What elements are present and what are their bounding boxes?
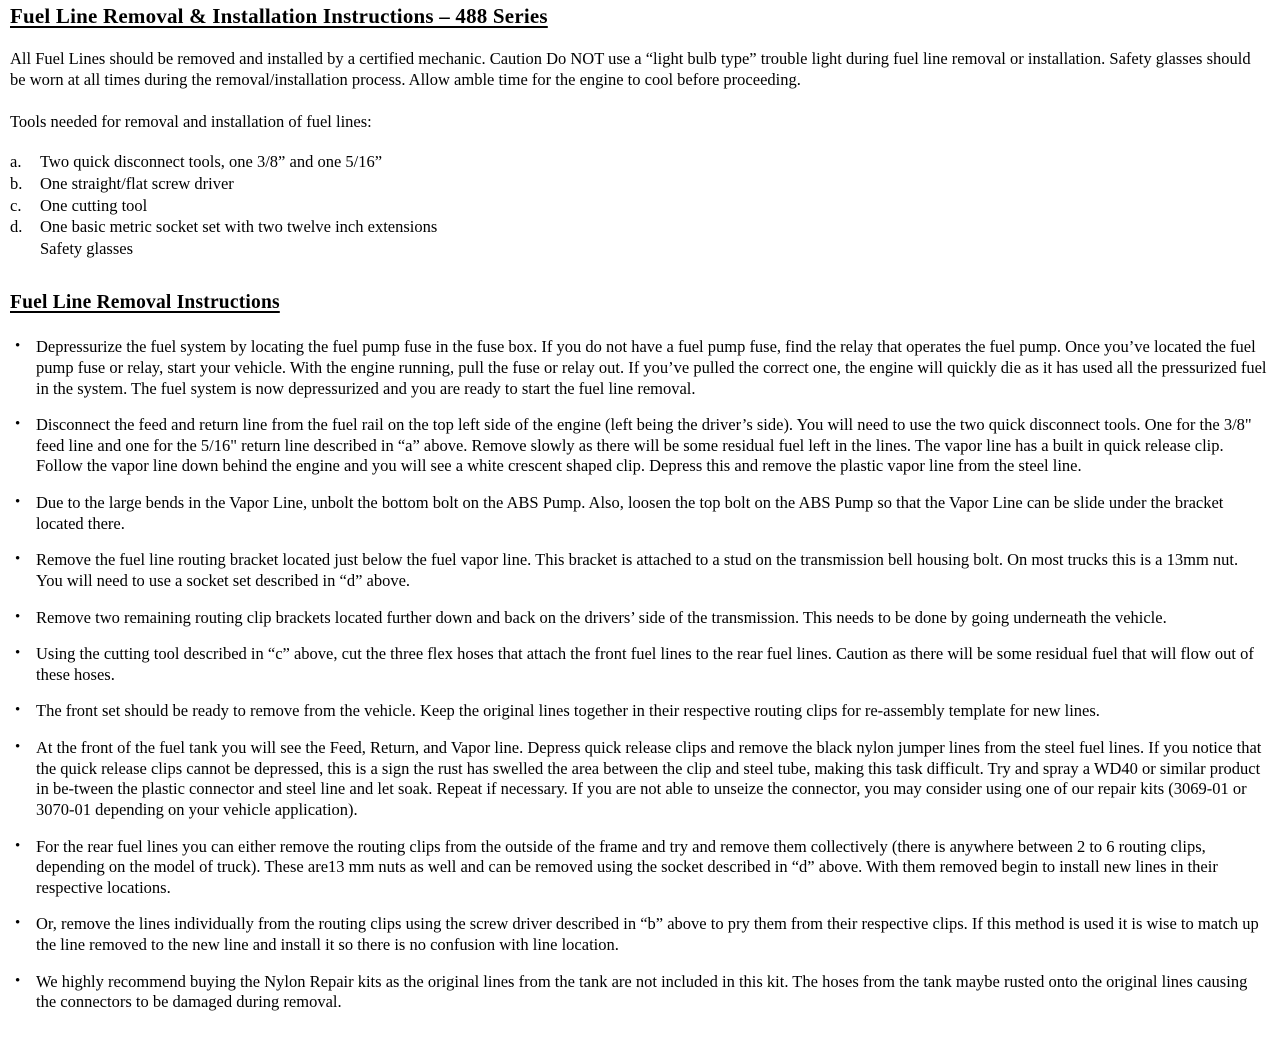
bullet-icon: •: [15, 702, 21, 719]
step-item: [10, 415, 1267, 477]
list-marker: [10, 238, 40, 260]
list-item-text: One straight/flat screw driver: [40, 173, 234, 193]
list-item-text: One basic metric socket set with two twelve inch extensions: [40, 217, 438, 237]
step-text: Remove two remaining routing clip brackets located further down and back on the drivers’ side of the transmission. This needs to be done by going underneath the vehicle.: [36, 607, 1167, 627]
list-marker: d.: [10, 217, 23, 237]
step-text: Depressurize the fuel system by locating the fuel pump fuse in the fuse box. If you do not have a fuel pump fuse, find the relay that operates the fuel pump. Once you’ve located the fuel pump fuse or relay, start your vehicle. With the engine running, pull the fuse or relay out. If you’ve pulled the correct one, the engine will quickly die as it has used all the pressurized fuel in the system. The fuel system is now depressurized and you are ready to start the fuel line removal.: [36, 337, 1267, 398]
list-item: [10, 216, 1267, 238]
list-item: [10, 151, 1267, 173]
step-item: [10, 337, 1267, 399]
list-item-text: Two quick disconnect tools, one 3/8” and one 5/16”: [40, 152, 383, 172]
step-text: Or, remove the lines individually from the routing clips using the screw driver described in “b” above to pry them from their respective clips. If this method is used it is wise to match up the line removed to the new line and install it so there is no confusion with line location.: [36, 914, 1259, 955]
tools-intro-line: Tools needed for removal and installation of fuel lines:: [10, 111, 372, 131]
bullet-icon: •: [15, 551, 21, 568]
step-item: [10, 914, 1267, 955]
step-text: Using the cutting tool described in “c” above, cut the three flex hoses that attach the front fuel lines to the rear fuel lines. Caution as there will be some residual fuel that will flow out of these hoses.: [36, 644, 1254, 684]
section-title: Fuel Line Removal Instructions: [10, 291, 280, 313]
intro-paragraph: All Fuel Lines should be removed and installed by a certified mechanic. Caution Do NOT use a “light bulb type” trouble light during fuel line removal or installation. Safety glasses should be worn at all times during the removal/installation process. Allow amble time for the engine to cool before proceeding.: [10, 49, 1251, 89]
list-item-text: One cutting tool: [40, 195, 148, 215]
step-item: [10, 493, 1267, 534]
step-text: We highly recommend buying the Nylon Repair kits as the original lines from the tank are not included in this kit. The hoses from the tank maybe rusted onto the original lines causing the connectors to be damaged during removal.: [36, 971, 1248, 1012]
bullet-icon: •: [15, 338, 21, 355]
step-text: Disconnect the feed and return line from the fuel rail on the top left side of the engine (left being the driver’s side). You will need to use the two quick disconnect tools. One for the 3/8" feed line and one for the 5/16" return line described in “a” above. Remove slowly as there will be some residual fuel left in the lines. The vapor line has a built in quick release clip. Follow the vapor line down behind the engine and you will see a white crescent shaped clip. Depress this and remove the plastic vapor line from the steel line.: [36, 415, 1252, 476]
bullet-icon: •: [15, 837, 21, 854]
list-item: [10, 238, 1267, 260]
step-item: [10, 608, 1267, 629]
list-item: [10, 195, 1267, 217]
bullet-icon: •: [15, 608, 21, 625]
list-marker: a.: [10, 152, 22, 172]
step-text: Due to the large bends in the Vapor Line, unbolt the bottom bolt on the ABS Pump. Also, loosen the top bolt on the ABS Pump so that the Vapor Line can be slide under the bracket located there.: [36, 493, 1224, 533]
list-marker: b.: [10, 173, 23, 193]
bullet-icon: •: [15, 915, 21, 932]
steps-list: [10, 337, 1267, 1013]
bullet-icon: •: [15, 416, 21, 433]
step-text: For the rear fuel lines you can either remove the routing clips from the outside of the frame and try and remove them collectively (there is anywhere between 2 to 6 routing clips, depending on the model of truck). These are13 mm nuts as well and can be removed using the socket described in “d” above. With them removed begin to install new lines in their respective locations.: [36, 836, 1218, 897]
bullet-icon: •: [15, 645, 21, 662]
step-item: [10, 701, 1267, 722]
list-item: [10, 173, 1267, 195]
step-item: [10, 738, 1267, 821]
step-item: [10, 972, 1267, 1013]
bullet-icon: •: [15, 972, 21, 989]
list-marker: c.: [10, 195, 22, 215]
step-item: [10, 644, 1267, 685]
step-text: At the front of the fuel tank you will see the Feed, Return, and Vapor line. Depress quick release clips and remove the black nylon jumper lines from the steel fuel lines. If you notice that the quick release clips cannot be depressed, this is a sign the rust has swelled the area between the clip and steel tube, making this task difficult. Try and spray a WD40 or similar product in be-tween the plastic connector and steel line and let soak. Repeat if necessary. If you are not able to unseize the connector, you may consider using one of our repair kits (3069-01 or 3070-01 depending on your vehicle application).: [36, 738, 1262, 819]
step-item: [10, 837, 1267, 899]
step-text: The front set should be ready to remove from the vehicle. Keep the original lines together in their respective routing clips for re-assembly template for new lines.: [36, 701, 1100, 721]
step-text: Remove the fuel line routing bracket located just below the fuel vapor line. This bracket is attached to a stud on the transmission bell housing bolt. On most trucks this is a 13mm nut. You will need to use a socket set described in “d” above.: [36, 550, 1239, 590]
list-item-text: Safety glasses: [40, 239, 134, 259]
bullet-icon: •: [15, 494, 21, 511]
step-item: [10, 550, 1267, 591]
tools-list: [10, 151, 1267, 260]
bullet-icon: •: [15, 739, 21, 756]
page-title: Fuel Line Removal & Installation Instructions – 488 Series: [10, 4, 548, 28]
